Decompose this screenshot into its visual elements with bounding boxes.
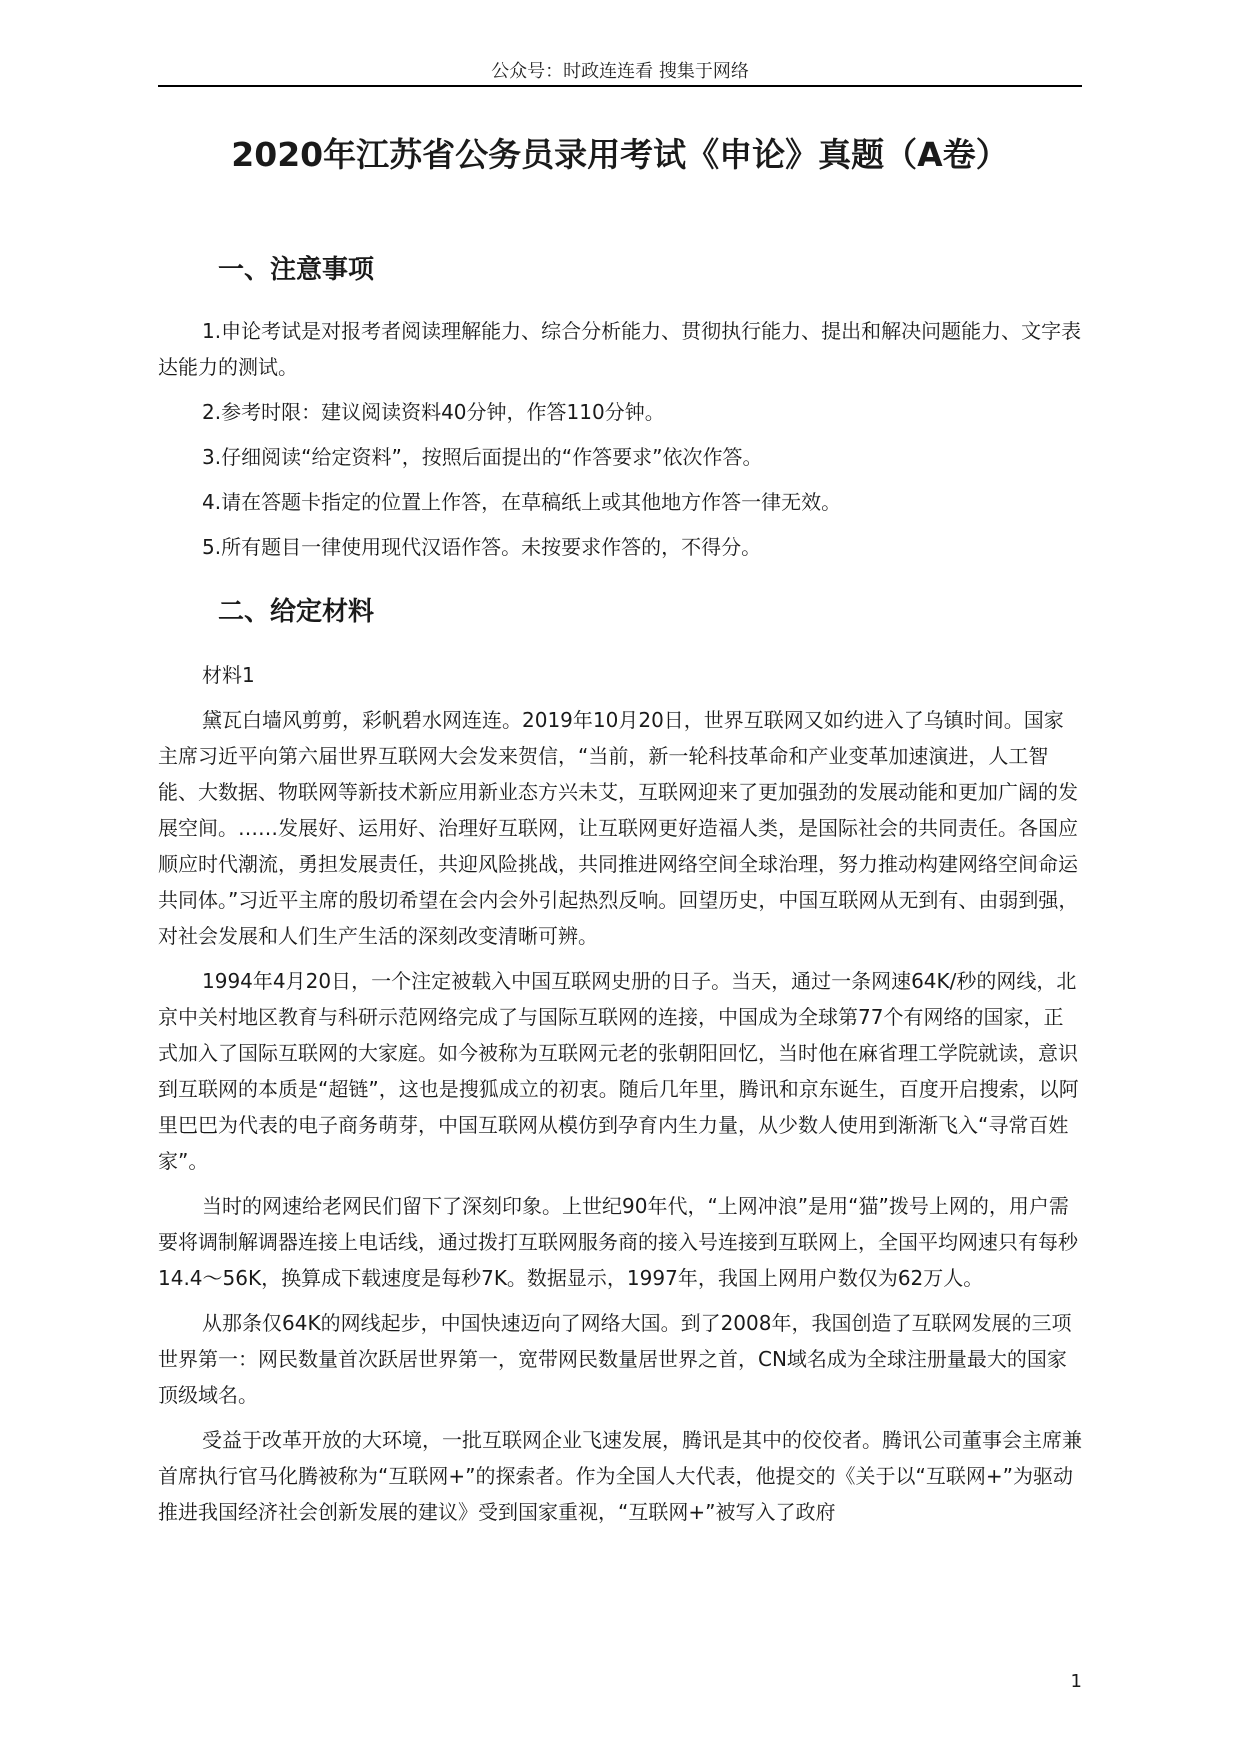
note-item-2: 2.参考时限：建议阅读资料40分钟，作答110分钟。 <box>202 400 665 424</box>
material-paragraph-5: 受益于改革开放的大环境，一批互联网企业飞速发展，腾讯是其中的佼佼者。腾讯公司董事会主席兼首席执行官马化腾被称为“互联网+”的探索者。作为全国人大代表，他提交的《关于以“互联网+”为驱动推进我国经济社会创新发展的建议》受到国家重视，“互联网+”被写入了政府 <box>158 1428 1082 1524</box>
material-paragraph-2: 1994年4月20日，一个注定被载入中国互联网史册的日子。当天，通过一条网速64K/秒的网线，北京中关村地区教育与科研示范网络完成了与国际互联网的连接，中国成为全球第77个有网络的国家，正式加入了国际互联网的大家庭。如今被称为互联网元老的张朝阳回忆，当时他在麻省理工学院就读，意识到互联网的本质是“超链”，这也是搜狐成立的初衷。随后几年里，腾讯和京东诞生，百度开启搜索，以阿里巴巴为代表的电子商务萌芽，中国互联网从模仿到孕育内生力量，从少数人使用到渐渐飞入“寻常百姓家”。 <box>158 969 1079 1173</box>
material-paragraph-3: 当时的网速给老网民们留下了深刻印象。上世纪90年代，“上网冲浪”是用“猫”拨号上网的，用户需要将调制解调器连接上电话线，通过拨打互联网服务商的接入号连接到互联网上，全国平均网速只有每秒14.4～56K，换算成下载速度是每秒7K。数据显示，1997年，我国上网用户数仅为62万人。 <box>158 1194 1078 1290</box>
section-title-materials: 二、给定材料 <box>218 597 375 627</box>
note-item-1: 1.申论考试是对报考者阅读理解能力、综合分析能力、贯彻执行能力、提出和解决问题能力、文字表达能力的测试。 <box>158 319 1082 379</box>
material-paragraph-1: 黛瓦白墙风剪剪，彩帆碧水网连连。2019年10月20日，世界互联网又如约进入了乌镇时间。国家主席习近平向第六届世界互联网大会发来贺信，“当前，新一轮科技革命和产业变革加速演进，人工智能、大数据、物联网等新技术新应用新业态方兴未艾，互联网迎来了更加强劲的发展动能和更加广阔的发展空间。……发展好、运用好、治理好互联网，让互联网更好造福人类，是国际社会的共同责任。各国应顺应时代潮流，勇担发展责任，共迎风险挑战，共同推进网络空间全球治理，努力推动构建网络空间命运共同体。”习近平主席的殷切希望在会内会外引起热烈反响。回望历史，中国互联网从无到有、由弱到强，对社会发展和人们生产生活的深刻改变清晰可辨。 <box>158 708 1079 948</box>
page-header: 公众号：时政连连看 搜集于网络 <box>491 61 749 82</box>
material-paragraphs <box>158 702 1082 1539</box>
section-title-notes: 一、注意事项 <box>218 255 375 285</box>
material-paragraph-4: 从那条仅64K的网线起步，中国快速迈向了网络大国。到了2008年，我国创造了互联网发展的三项世界第一：网民数量首次跃居世界第一，宽带网民数量居世界之首，CN域名成为全球注册量最大的国家顶级域名。 <box>158 1311 1072 1407</box>
page-number: 1 <box>1070 1671 1082 1692</box>
note-item-4: 4.请在答题卡指定的位置上作答，在草稿纸上或其他地方作答一律无效。 <box>202 490 842 514</box>
note-item-5: 5.所有题目一律使用现代汉语作答。未按要求作答的，不得分。 <box>202 535 762 559</box>
document-title: 2020年江苏省公务员录用考试《申论》真题（A卷） <box>231 135 1009 174</box>
note-item-3: 3.仔细阅读“给定资料”，按照后面提出的“作答要求”依次作答。 <box>202 445 763 469</box>
header-divider <box>158 85 1082 87</box>
notes-list <box>158 313 1082 574</box>
material-label: 材料1 <box>202 663 255 687</box>
